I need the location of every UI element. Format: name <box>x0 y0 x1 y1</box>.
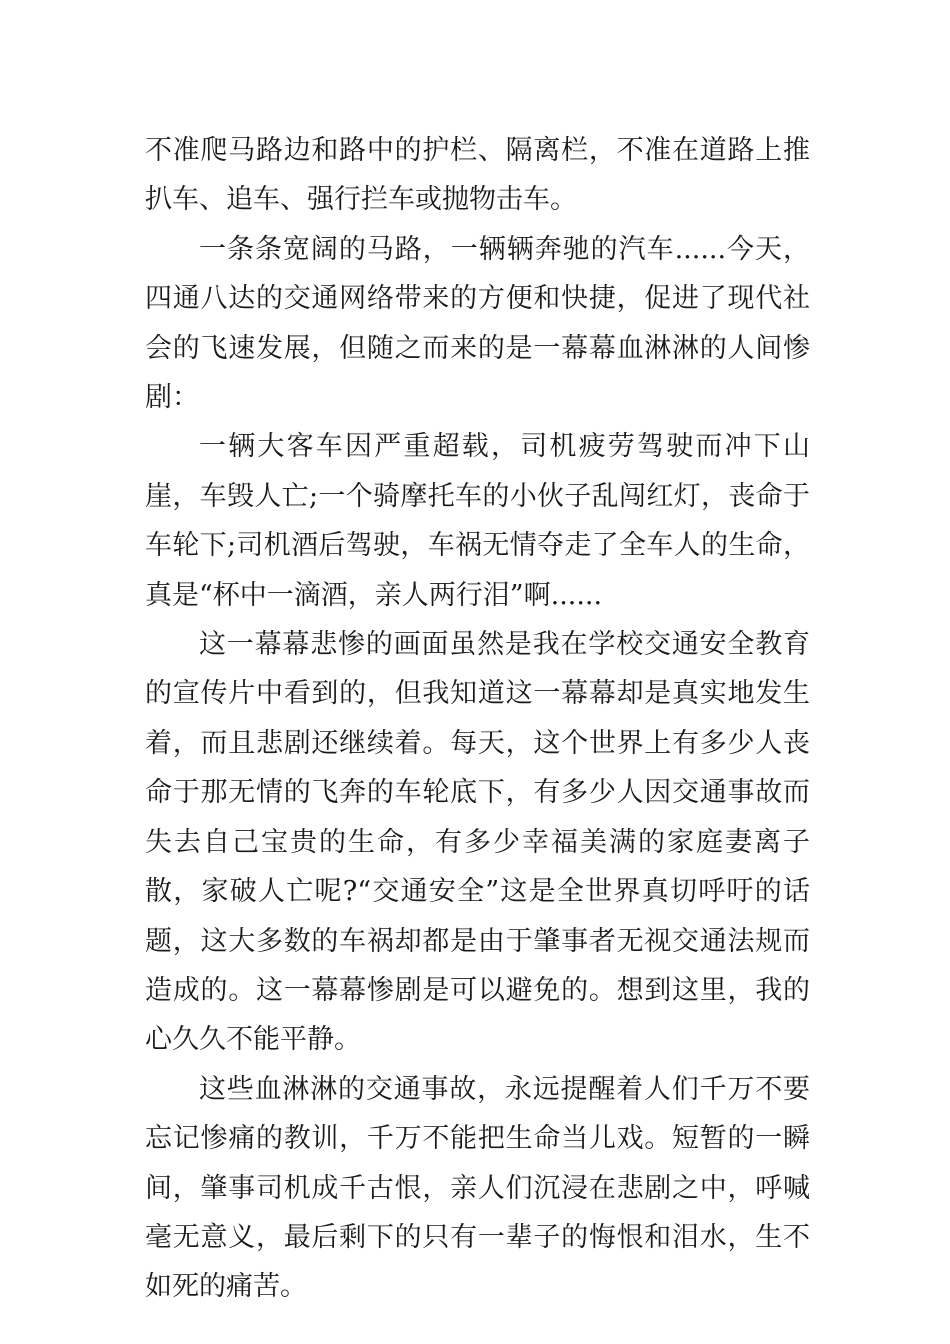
paragraph-2: 一条条宽阔的马路，一辆辆奔驰的汽车......今天，四通八达的交通网络带来的方便和快捷，促进了现代社会的飞速发展，但随之而来的是一幕幕血淋淋的人间惨剧： <box>145 233 810 414</box>
paragraph-3: 一辆大客车因严重超载，司机疲劳驾驶而冲下山崖，车毁人亡;一个骑摩托车的小伙子乱闯红灯，丧命于车轮下;司机酒后驾驶，车祸无情夺走了全车人的生命，真是“杯中一滴酒，亲人两行泪”啊...... <box>145 431 810 611</box>
paragraph-5: 这些血淋淋的交通事故，永远提醒着人们千万不要忘记惨痛的教训，千万不能把生命当儿戏。短暂的一瞬间，肇事司机成千古恨，亲人们沉浸在悲剧之中，呼喊毫无意义，最后剩下的只有一辈子的悔恨和泪水，生不如死的痛苦。 <box>145 1073 810 1303</box>
body-text <box>145 126 810 1312</box>
paragraph-4: 这一幕幕悲惨的画面虽然是我在学校交通安全教育的宣传片中看到的，但我知道这一幕幕却是真实地发生着，而且悲剧还继续着。每天，这个世界上有多少人丧命于那无情的飞奔的车轮底下，有多少人因交通事故而失去自己宝贵的生命，有多少幸福美满的家庭妻离子散，家破人亡呢?“交通安全”这是全世界真切呼吁的话题，这大多数的车祸却都是由于肇事者无视交通法规而造成的。这一幕幕惨剧是可以避免的。想到这里，我的心久久不能平静。 <box>145 629 810 1056</box>
paragraph-1: 不准爬马路边和路中的护栏、隔离栏，不准在道路上推扒车、追车、强行拦车或抛物击车。 <box>145 135 810 216</box>
